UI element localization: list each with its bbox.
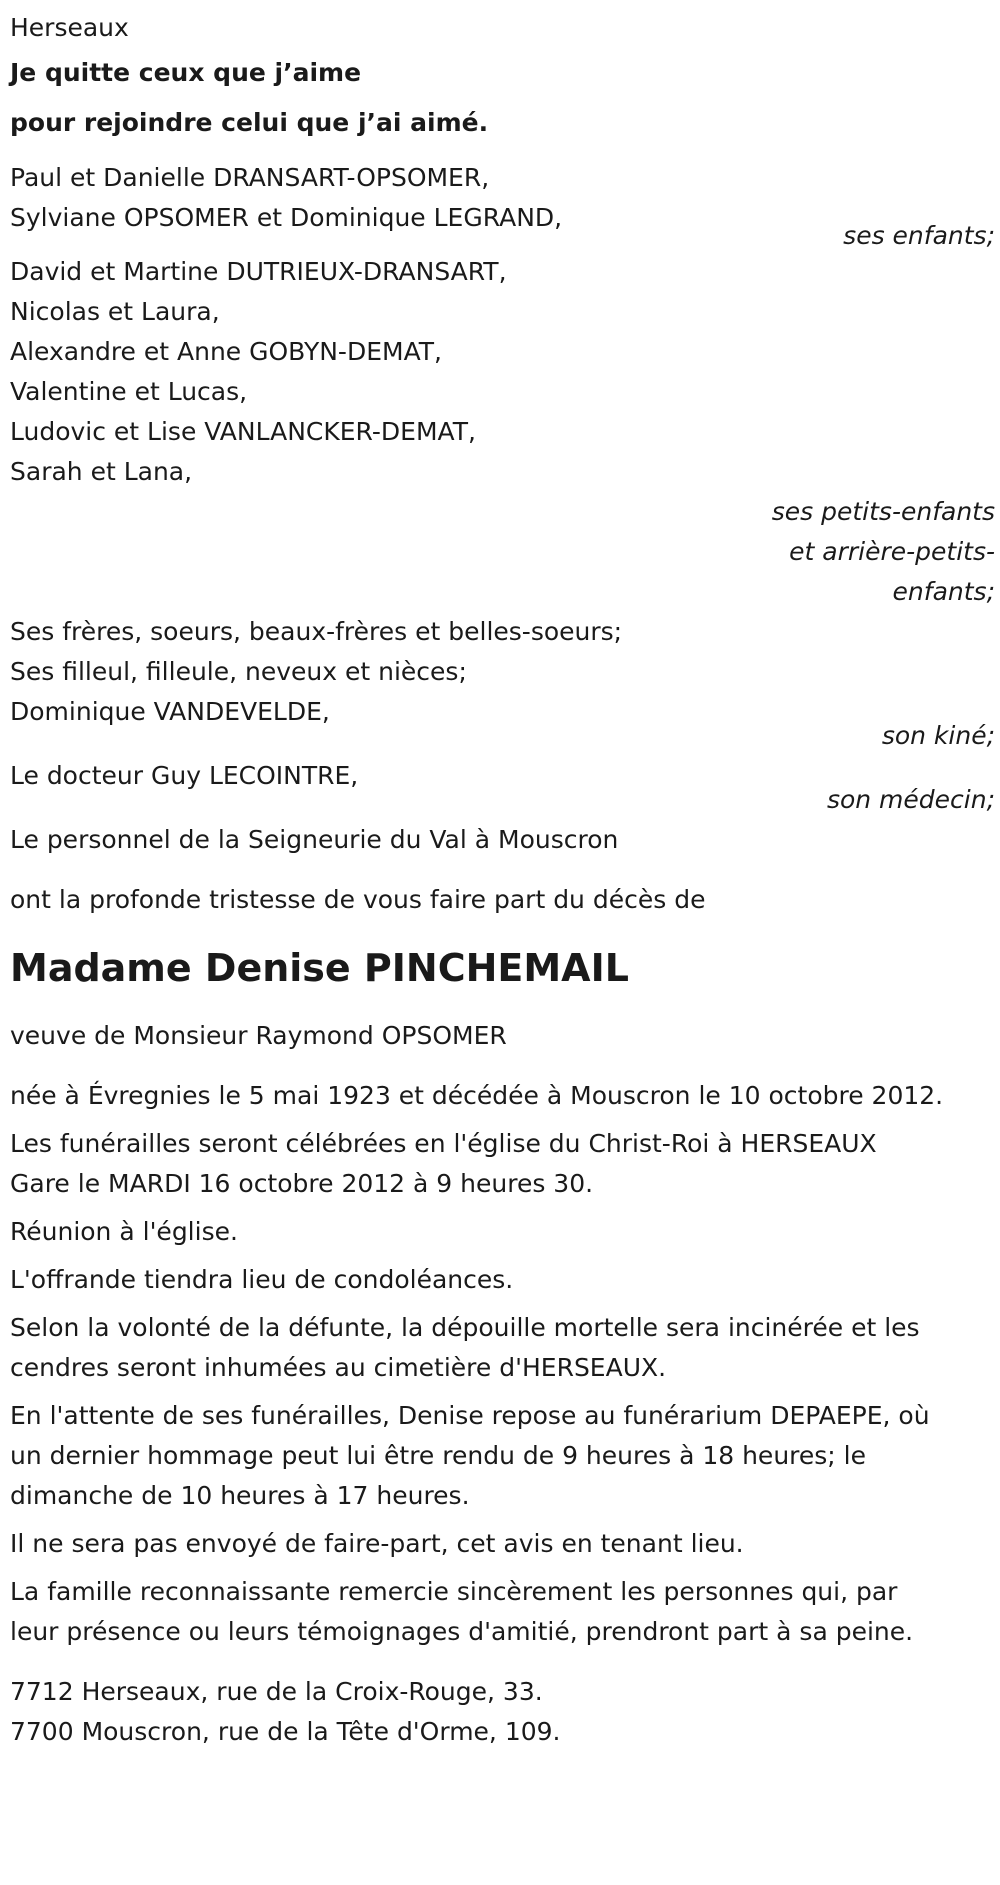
grandchild-name: Sarah et Lana, xyxy=(10,457,193,486)
child-name: Sylviane OPSOMER et Dominique LEGRAND, xyxy=(10,203,563,232)
cremation-paragraph xyxy=(10,1308,995,1388)
doctor-name: Le docteur Guy LECOINTRE, xyxy=(10,761,359,790)
funeral-paragraph xyxy=(10,1124,995,1204)
funerarium-paragraph xyxy=(10,1396,995,1516)
role-text: son médecin; xyxy=(826,785,995,814)
grandchild-name: Valentine et Lucas, xyxy=(10,377,248,406)
addresses-block xyxy=(10,1672,995,1752)
paragraph-line: La famille reconnaissante remercie sincèrement les personnes qui, par xyxy=(10,1577,898,1606)
godchildren-line: Ses filleul, filleule, neveux et nièces; xyxy=(10,657,467,686)
quote-line-2: pour rejoindre celui que j’ai aimé. xyxy=(10,108,489,137)
children-block xyxy=(10,158,995,256)
role-text: ses petits-enfants xyxy=(771,497,995,526)
paragraph-line: un dernier hommage peut lui être rendu de 9 heures à 18 heures; le xyxy=(10,1441,866,1470)
location: Herseaux xyxy=(10,13,129,42)
grandchild-name: David et Martine DUTRIEUX-DRANSART, xyxy=(10,257,507,286)
thanks-paragraph xyxy=(10,1572,995,1652)
paragraph-line: leur présence ou leurs témoignages d'amitié, prendront part à sa peine. xyxy=(10,1617,914,1646)
siblings-line: Ses frères, soeurs, beaux-frères et belles-soeurs; xyxy=(10,617,623,646)
grandchildren-role xyxy=(10,492,995,612)
quote-line-1: Je quitte ceux que j’aime xyxy=(10,58,362,87)
birth-death-line: née à Évregnies le 5 mai 1923 et décédée à Mouscron le 10 octobre 2012. xyxy=(10,1081,944,1110)
role-text: enfants; xyxy=(892,577,995,606)
paragraph-line: Selon la volonté de la défunte, la dépouille mortelle sera incinérée et les xyxy=(10,1313,920,1342)
paragraph-line: cendres seront inhumées au cimetière d'HERSEAUX. xyxy=(10,1353,667,1382)
doctor-block xyxy=(10,756,995,820)
widow-of-line: veuve de Monsieur Raymond OPSOMER xyxy=(10,1021,507,1050)
announcement-line: ont la profonde tristesse de vous faire part du décès de xyxy=(10,885,706,914)
paragraph-line: dimanche de 10 heures à 17 heures. xyxy=(10,1481,470,1510)
deceased-name: Madame Denise PINCHEMAIL xyxy=(10,946,629,990)
address-line: 7700 Mouscron, rue de la Tête d'Orme, 109. xyxy=(10,1717,561,1746)
paragraph-line: Gare le MARDI 16 octobre 2012 à 9 heures 30. xyxy=(10,1169,594,1198)
grandchild-name: Alexandre et Anne GOBYN-DEMAT, xyxy=(10,337,442,366)
child-name: Paul et Danielle DRANSART-OPSOMER, xyxy=(10,163,490,192)
grandchild-name: Nicolas et Laura, xyxy=(10,297,220,326)
offering-line: L'offrande tiendra lieu de condoléances. xyxy=(10,1265,514,1294)
staff-line: Le personnel de la Seigneurie du Val à Mouscron xyxy=(10,825,619,854)
paragraph-line: En l'attente de ses funérailles, Denise repose au funérarium DEPAEPE, où xyxy=(10,1401,930,1430)
paragraph-line: Les funérailles seront célébrées en l'église du Christ-Roi à HERSEAUX xyxy=(10,1129,877,1158)
address-line: 7712 Herseaux, rue de la Croix-Rouge, 33. xyxy=(10,1677,543,1706)
physio-block xyxy=(10,692,995,756)
role-text: et arrière-petits- xyxy=(789,537,995,566)
role-text: ses enfants; xyxy=(843,221,995,250)
obituary-content xyxy=(10,8,995,1752)
grandchildren-block xyxy=(10,252,995,612)
role-text: son kiné; xyxy=(881,721,995,750)
physio-name: Dominique VANDEVELDE, xyxy=(10,697,330,726)
no-notice-line: Il ne sera pas envoyé de faire-part, cet avis en tenant lieu. xyxy=(10,1529,744,1558)
meeting-line: Réunion à l'église. xyxy=(10,1217,238,1246)
grandchild-name: Ludovic et Lise VANLANCKER-DEMAT, xyxy=(10,417,476,446)
